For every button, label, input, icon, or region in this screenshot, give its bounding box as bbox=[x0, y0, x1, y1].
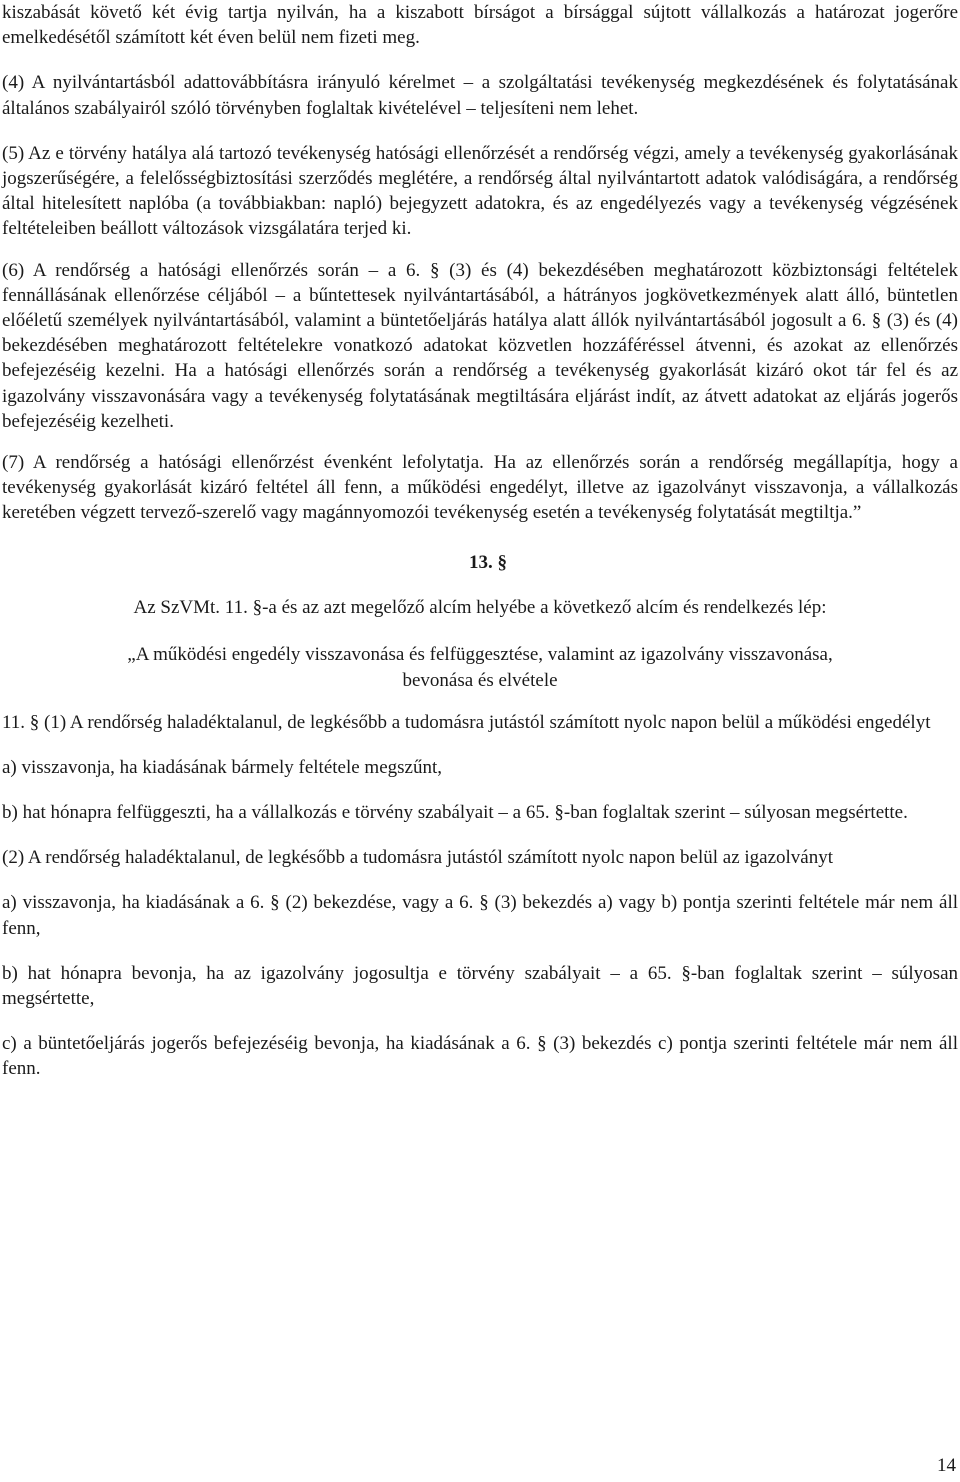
paragraph-5: (5) Az e törvény hatálya alá tartozó tevékenység hatósági ellenőrzését a rendőrség végzi, amely a tevékenység gyakorlásának jogszerűségére, a felelősségbiztosítási szerződés meglétére, a rendőrség által nyilvántartott adatok valódiságára, a rendőrség által hitelesített naplóba (a továbbiakban: napló) bejegyzett adatokra, és az engedélyezés vagy a tevékenység végzésének feltételeiben beállott változások vizsgálatára terjed ki. bbox=[2, 142, 958, 240]
section-11-2-point-c: c) a büntetőeljárás jogerős befejezéséig bevonja, ha kiadásának a 6. § (3) bekezdés c) pontja szerinti feltétele már nem áll fenn. bbox=[2, 1033, 958, 1080]
document-page bbox=[2, 0, 958, 1082]
paragraph-7: (7) A rendőrség a hatósági ellenőrzést évenként lefolytatja. Ha az ellenőrzés során a rendőrség megállapítja, hogy a tevékenység gyakorlását kizáró feltétel áll fenn, a működési engedélyt, illetve az igazolványt visszavonja, a vállalkozás keretében végzett tervező-szerelő vagy magánnyomozói tevékenység esetén a tevékenység folytatását megtiltja.” bbox=[2, 452, 958, 524]
paragraph-6: (6) A rendőrség a hatósági ellenőrzés során – a 6. § (3) és (4) bekezdésében meghatározott közbiztonsági feltételek fennállásának ellenőrzése céljából – a bűntettesek nyilvántartásából, a hátrányos jogkövetkezmények alatt álló, büntetlen előéletű személyek nyilvántartásából, valamint a büntetőeljárás hatálya alatt állók nyilvántartásából jogosult a 6. § (3) és (4) bekezdésében meghatározott feltételekre vonatkozó adatokat közvetlen hozzáféréssel átvenni, és azokat az ellenőrzés befejezéséig kezelni. Ha a hatósági ellenőrzés során a rendőrség a tevékenység gyakorlását kizáró okot tár fel és az igazolvány visszavonására vagy a tevékenység folytatásának megtiltására eljárást indít, az átvett adatokat az eljárás jogerős befejezéséig kezelheti. bbox=[2, 259, 958, 432]
subtitle bbox=[2, 642, 958, 694]
section-11-2-point-b: b) hat hónapra bevonja, ha az igazolvány jogosultja e törvény szabályait – a 65. §-ban foglaltak szerint – súlyosan megsértette, bbox=[2, 962, 958, 1010]
section-11-1-point-a: a) visszavonja, ha kiadásának bármely feltétele megszűnt, bbox=[2, 756, 442, 778]
section-11-paragraph-2: (2) A rendőrség haladéktalanul, de legkésőbb a tudomásra jutástól számított nyolc napon belül az igazolványt bbox=[2, 847, 834, 869]
section-11-2-point-a: a) visszavonja, ha kiadásának a 6. § (2) bekezdése, vagy a 6. § (3) bekezdés a) vagy b) pontja szerinti feltétele már nem áll fenn, bbox=[2, 892, 958, 939]
section-number: 13. § bbox=[469, 551, 507, 573]
page-number: 14 bbox=[937, 1455, 956, 1476]
subtitle-line-2: bevonása és elvétele bbox=[402, 669, 558, 691]
section-11-paragraph-1: 11. § (1) A rendőrség haladéktalanul, de legkésőbb a tudomásra jutástól számított nyolc napon belül a működési engedélyt bbox=[2, 711, 931, 733]
section-11-1-point-b: b) hat hónapra felfüggeszti, ha a vállalkozás e törvény szabályait – a 65. §-ban foglaltak szerint – súlyosan megsértette. bbox=[2, 802, 908, 824]
paragraph-4: (4) A nyilvántartásból adattovábbításra irányuló kérelmet – a szolgáltatási tevékenység megkezdésének és folytatásának általános szabályairól szóló törvényben foglaltak kivételével – teljesíteni nem lehet. bbox=[2, 72, 958, 119]
amendment-intro: Az SzVMt. 11. §-a és az azt megelőző alcím helyébe a következő alcím és rendelkezés lép: bbox=[133, 596, 827, 618]
subtitle-line-1: „A működési engedély visszavonása és felfüggesztése, valamint az igazolvány visszavonása, bbox=[127, 643, 833, 665]
paragraph-continuation: kiszabását követő két évig tartja nyilván, ha a kiszabott bírságot a bírsággal sújtott vállalkozás a határozat jogerőre emelkedésétől számított két éven belül nem fizeti meg. bbox=[2, 2, 958, 49]
